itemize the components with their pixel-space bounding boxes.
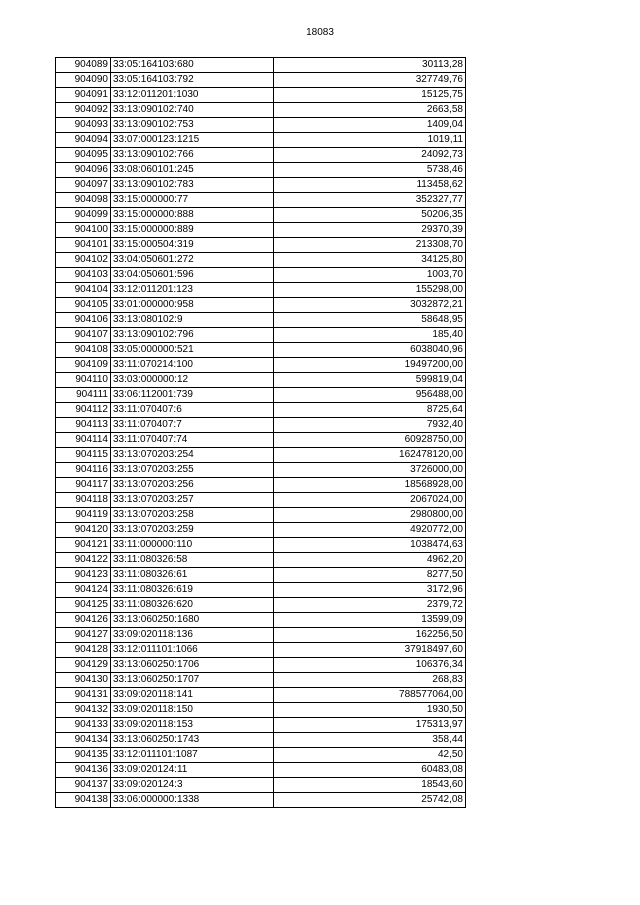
cadastral-code-cell: 33:08:060101:245: [111, 163, 274, 178]
table-row: [56, 163, 466, 178]
row-id-cell: 904095: [56, 148, 111, 163]
cadastral-code-cell: 33:11:070407:74: [111, 433, 274, 448]
value-cell: 4920772,00: [274, 523, 466, 538]
value-cell: 2663,58: [274, 103, 466, 118]
value-cell: 352327,77: [274, 193, 466, 208]
value-cell: 788577064,00: [274, 688, 466, 703]
table-row: [56, 793, 466, 808]
table-row: [56, 253, 466, 268]
value-cell: 7932,40: [274, 418, 466, 433]
value-cell: 8277,50: [274, 568, 466, 583]
cadastral-code-cell: 33:13:090102:740: [111, 103, 274, 118]
cadastral-code-cell: 33:13:070203:254: [111, 448, 274, 463]
cadastral-code-cell: 33:11:080326:61: [111, 568, 274, 583]
value-cell: 599819,04: [274, 373, 466, 388]
cadastral-code-cell: 33:13:090102:766: [111, 148, 274, 163]
table-row: [56, 298, 466, 313]
table-row: [56, 718, 466, 733]
row-id-cell: 904125: [56, 598, 111, 613]
value-cell: 6038040,96: [274, 343, 466, 358]
value-cell: 18568928,00: [274, 478, 466, 493]
table-body: [56, 58, 466, 808]
row-id-cell: 904113: [56, 418, 111, 433]
row-id-cell: 904092: [56, 103, 111, 118]
cadastral-code-cell: 33:13:070203:258: [111, 508, 274, 523]
table-row: [56, 448, 466, 463]
row-id-cell: 904118: [56, 493, 111, 508]
value-cell: 268,83: [274, 673, 466, 688]
value-cell: 37918497,60: [274, 643, 466, 658]
table-row: [56, 358, 466, 373]
table-row: [56, 733, 466, 748]
cadastral-code-cell: 33:12:011101:1087: [111, 748, 274, 763]
cadastral-code-cell: 33:05:000000:521: [111, 343, 274, 358]
cadastral-code-cell: 33:11:070214:100: [111, 358, 274, 373]
cadastral-code-cell: 33:09:020118:141: [111, 688, 274, 703]
row-id-cell: 904102: [56, 253, 111, 268]
table-row: [56, 673, 466, 688]
value-cell: 19497200,00: [274, 358, 466, 373]
table-row: [56, 343, 466, 358]
value-cell: 60483,08: [274, 763, 466, 778]
row-id-cell: 904138: [56, 793, 111, 808]
table-row: [56, 88, 466, 103]
value-cell: 2067024,00: [274, 493, 466, 508]
value-cell: 8725,64: [274, 403, 466, 418]
value-cell: 106376,34: [274, 658, 466, 673]
row-id-cell: 904136: [56, 763, 111, 778]
table-row: [56, 403, 466, 418]
table-row: [56, 493, 466, 508]
value-cell: 1019,11: [274, 133, 466, 148]
table-row: [56, 583, 466, 598]
value-cell: 1003,70: [274, 268, 466, 283]
row-id-cell: 904114: [56, 433, 111, 448]
table-row: [56, 418, 466, 433]
row-id-cell: 904089: [56, 58, 111, 73]
table-row: [56, 688, 466, 703]
table-row: [56, 373, 466, 388]
cadastral-code-cell: 33:13:060250:1743: [111, 733, 274, 748]
cadastral-code-cell: 33:04:050601:596: [111, 268, 274, 283]
row-id-cell: 904129: [56, 658, 111, 673]
cadastral-code-cell: 33:11:080326:58: [111, 553, 274, 568]
table-row: [56, 763, 466, 778]
row-id-cell: 904137: [56, 778, 111, 793]
value-cell: 358,44: [274, 733, 466, 748]
row-id-cell: 904119: [56, 508, 111, 523]
value-cell: 15125,75: [274, 88, 466, 103]
data-table: [55, 57, 466, 808]
value-cell: 155298,00: [274, 283, 466, 298]
value-cell: 30113,28: [274, 58, 466, 73]
table-row: [56, 433, 466, 448]
table-row: [56, 268, 466, 283]
row-id-cell: 904123: [56, 568, 111, 583]
row-id-cell: 904117: [56, 478, 111, 493]
value-cell: 1038474,63: [274, 538, 466, 553]
table-row: [56, 73, 466, 88]
table-row: [56, 523, 466, 538]
row-id-cell: 904108: [56, 343, 111, 358]
cadastral-code-cell: 33:13:090102:796: [111, 328, 274, 343]
table-row: [56, 478, 466, 493]
table-row: [56, 313, 466, 328]
table-row: [56, 328, 466, 343]
value-cell: 213308,70: [274, 238, 466, 253]
value-cell: 18543,60: [274, 778, 466, 793]
cadastral-code-cell: 33:03:000000:12: [111, 373, 274, 388]
table-row: [56, 748, 466, 763]
value-cell: 327749,76: [274, 73, 466, 88]
row-id-cell: 904126: [56, 613, 111, 628]
cadastral-code-cell: 33:09:020118:153: [111, 718, 274, 733]
row-id-cell: 904130: [56, 673, 111, 688]
value-cell: 50206,35: [274, 208, 466, 223]
value-cell: 185,40: [274, 328, 466, 343]
row-id-cell: 904112: [56, 403, 111, 418]
value-cell: 175313,97: [274, 718, 466, 733]
cadastral-code-cell: 33:11:080326:620: [111, 598, 274, 613]
cadastral-code-cell: 33:12:011201:123: [111, 283, 274, 298]
row-id-cell: 904090: [56, 73, 111, 88]
value-cell: 1930,50: [274, 703, 466, 718]
table-row: [56, 508, 466, 523]
table-row: [56, 538, 466, 553]
cadastral-code-cell: 33:13:090102:753: [111, 118, 274, 133]
table-row: [56, 208, 466, 223]
value-cell: 13599,09: [274, 613, 466, 628]
cadastral-code-cell: 33:13:060250:1707: [111, 673, 274, 688]
row-id-cell: 904133: [56, 718, 111, 733]
row-id-cell: 904103: [56, 268, 111, 283]
table-row: [56, 643, 466, 658]
table-row: [56, 658, 466, 673]
table-row: [56, 778, 466, 793]
row-id-cell: 904120: [56, 523, 111, 538]
value-cell: 162256,50: [274, 628, 466, 643]
row-id-cell: 904122: [56, 553, 111, 568]
value-cell: 3726000,00: [274, 463, 466, 478]
row-id-cell: 904100: [56, 223, 111, 238]
cadastral-code-cell: 33:15:000000:889: [111, 223, 274, 238]
row-id-cell: 904109: [56, 358, 111, 373]
cadastral-code-cell: 33:11:070407:7: [111, 418, 274, 433]
value-cell: 24092,73: [274, 148, 466, 163]
cadastral-code-cell: 33:05:164103:792: [111, 73, 274, 88]
cadastral-code-cell: 33:13:070203:259: [111, 523, 274, 538]
row-id-cell: 904121: [56, 538, 111, 553]
row-id-cell: 904099: [56, 208, 111, 223]
value-cell: 5738,46: [274, 163, 466, 178]
table-row: [56, 118, 466, 133]
cadastral-code-cell: 33:09:020124:3: [111, 778, 274, 793]
cadastral-code-cell: 33:09:020118:136: [111, 628, 274, 643]
cadastral-code-cell: 33:11:080326:619: [111, 583, 274, 598]
row-id-cell: 904134: [56, 733, 111, 748]
cadastral-code-cell: 33:13:070203:255: [111, 463, 274, 478]
cadastral-code-cell: 33:04:050601:272: [111, 253, 274, 268]
row-id-cell: 904105: [56, 298, 111, 313]
value-cell: 60928750,00: [274, 433, 466, 448]
row-id-cell: 904115: [56, 448, 111, 463]
cadastral-code-cell: 33:06:112001:739: [111, 388, 274, 403]
row-id-cell: 904127: [56, 628, 111, 643]
table-row: [56, 148, 466, 163]
row-id-cell: 904110: [56, 373, 111, 388]
cadastral-code-cell: 33:09:020118:150: [111, 703, 274, 718]
cadastral-code-cell: 33:12:011101:1066: [111, 643, 274, 658]
row-id-cell: 904104: [56, 283, 111, 298]
cadastral-code-cell: 33:01:000000:958: [111, 298, 274, 313]
value-cell: 25742,08: [274, 793, 466, 808]
row-id-cell: 904107: [56, 328, 111, 343]
row-id-cell: 904135: [56, 748, 111, 763]
value-cell: 58648,95: [274, 313, 466, 328]
row-id-cell: 904106: [56, 313, 111, 328]
row-id-cell: 904116: [56, 463, 111, 478]
table-row: [56, 613, 466, 628]
table-row: [56, 568, 466, 583]
table-row: [56, 628, 466, 643]
cadastral-code-cell: 33:09:020124:11: [111, 763, 274, 778]
row-id-cell: 904098: [56, 193, 111, 208]
cadastral-code-cell: 33:13:070203:257: [111, 493, 274, 508]
table-row: [56, 598, 466, 613]
value-cell: 1409,04: [274, 118, 466, 133]
value-cell: 2379,72: [274, 598, 466, 613]
table-row: [56, 178, 466, 193]
row-id-cell: 904097: [56, 178, 111, 193]
table-row: [56, 703, 466, 718]
table-row: [56, 553, 466, 568]
value-cell: 162478120,00: [274, 448, 466, 463]
row-id-cell: 904096: [56, 163, 111, 178]
cadastral-code-cell: 33:15:000504:319: [111, 238, 274, 253]
table-row: [56, 58, 466, 73]
row-id-cell: 904128: [56, 643, 111, 658]
value-cell: 4962,20: [274, 553, 466, 568]
row-id-cell: 904101: [56, 238, 111, 253]
row-id-cell: 904094: [56, 133, 111, 148]
cadastral-code-cell: 33:13:080102:9: [111, 313, 274, 328]
value-cell: 34125,80: [274, 253, 466, 268]
table-row: [56, 388, 466, 403]
row-id-cell: 904124: [56, 583, 111, 598]
row-id-cell: 904131: [56, 688, 111, 703]
value-cell: 3172,96: [274, 583, 466, 598]
cadastral-code-cell: 33:11:070407:6: [111, 403, 274, 418]
row-id-cell: 904111: [56, 388, 111, 403]
value-cell: 3032872,21: [274, 298, 466, 313]
row-id-cell: 904132: [56, 703, 111, 718]
cadastral-code-cell: 33:11:000000:110: [111, 538, 274, 553]
cadastral-code-cell: 33:15:000000:77: [111, 193, 274, 208]
cadastral-code-cell: 33:06:000000:1338: [111, 793, 274, 808]
cadastral-code-cell: 33:05:164103:680: [111, 58, 274, 73]
cadastral-code-cell: 33:13:070203:256: [111, 478, 274, 493]
value-cell: 956488,00: [274, 388, 466, 403]
value-cell: 113458,62: [274, 178, 466, 193]
table-row: [56, 133, 466, 148]
table-row: [56, 103, 466, 118]
cadastral-code-cell: 33:13:060250:1680: [111, 613, 274, 628]
page-number: 18083: [306, 27, 334, 38]
value-cell: 29370,39: [274, 223, 466, 238]
cadastral-code-cell: 33:13:090102:783: [111, 178, 274, 193]
value-cell: 2980800,00: [274, 508, 466, 523]
row-id-cell: 904093: [56, 118, 111, 133]
table-row: [56, 193, 466, 208]
table-row: [56, 463, 466, 478]
table-row: [56, 223, 466, 238]
table-row: [56, 238, 466, 253]
value-cell: 42,50: [274, 748, 466, 763]
cadastral-code-cell: 33:12:011201:1030: [111, 88, 274, 103]
cadastral-code-cell: 33:07:000123:1215: [111, 133, 274, 148]
cadastral-code-cell: 33:15:000000:888: [111, 208, 274, 223]
row-id-cell: 904091: [56, 88, 111, 103]
cadastral-code-cell: 33:13:060250:1706: [111, 658, 274, 673]
table-row: [56, 283, 466, 298]
